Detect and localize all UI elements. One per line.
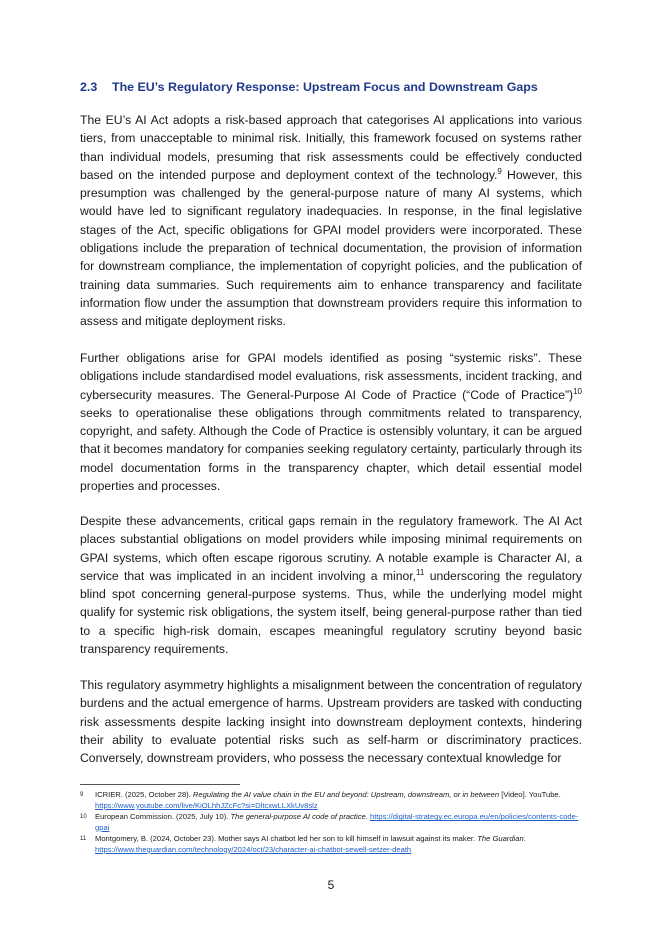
footnote-ref[interactable]: 9 <box>497 166 502 176</box>
footnote-number: 10 <box>80 814 87 821</box>
footnote-number: 9 <box>80 792 84 798</box>
paragraph-text: Further obligations arise for GPAI models identified as posing “systemic risks”. These obligations include standardised model evaluations, risk assessments, incident tracking, and cybersecurity measures. The General-Purpose AI Code of Practice (“Code of Practice”) <box>80 351 582 402</box>
footnote-text: . <box>523 834 526 844</box>
footnote-ref[interactable]: 11 <box>416 567 425 577</box>
footnote-title: Regulating the AI value chain in the EU and beyond: Upstream, downstream, or in between <box>192 790 500 799</box>
paragraph-text: seeks to operationalise these obligations through commitments related to transparency, copyright, and safety. Although the Code of Practice is ostensibly voluntary, it can be argued that it becomes mandatory for companies seeking regulatory certainty, particularly through its model documentation forms in the transparency chapter, which detail essential model properties and processes. <box>80 405 582 494</box>
section-heading <box>80 80 600 94</box>
footnote-text: European Commission. (2025, July 10). <box>95 812 231 822</box>
paragraph-text: underscoring the regulatory blind spot concerning general-purpose systems. Thus, while the underlying model might qualify for systemic risk obligations, the system itself, being general-purpose rather than tied to a specific high-risk domain, escapes meaningful regulatory scrutiny beyond basic transparency requirements. <box>80 568 582 657</box>
body-paragraph <box>80 676 582 767</box>
section-title: The EU’s Regulatory Response: Upstream Focus and Downstream Gaps <box>112 80 538 94</box>
body-paragraph <box>80 349 582 495</box>
section-number: 2.3 <box>80 80 98 94</box>
footnote-text: [Video]. YouTube. <box>499 790 561 799</box>
paragraph-text: Despite these advancements, critical gaps remain in the regulatory framework. The AI Act places substantial obligations on model providers while imposing minimal requirements on GPAI systems, which often escape rigorous scrutiny. A notable example is Character AI, a service that was implicated in an incident involving a minor, <box>80 514 582 583</box>
footnote-link[interactable]: https://digital-strategy.ec.europa.eu/en/policies/contents-code-gpai <box>95 812 579 832</box>
footnote-title: The general-purpose AI code of practice <box>230 812 366 822</box>
footnote-number: 11 <box>80 836 87 843</box>
page-number: 5 <box>327 878 335 892</box>
body-paragraph <box>80 111 582 331</box>
footnote-text: . <box>365 812 370 822</box>
paragraph-text: This regulatory asymmetry highlights a misalignment between the concentration of regulatory burdens and the actual emergence of harms. Upstream providers are tasked with conducting risk assessments despite lacking insight into downstream deployment contexts, hindering their ability to evaluate potential risks such as self-harm or discriminatory practices. Conversely, downstream providers, who possess the necessary contextual knowledge for <box>80 678 582 766</box>
footnote-item <box>80 834 582 855</box>
footnote-divider <box>80 784 240 785</box>
footnote-title: The Guardian <box>477 834 524 844</box>
footnote-text: Montgomery, B. (2024, October 23). Mother says AI chatbot led her son to kill himself in lawsuit against its maker. <box>95 834 478 844</box>
body-paragraph <box>80 512 582 658</box>
footnote-item <box>80 790 582 811</box>
paragraph-text: The EU’s AI Act adopts a risk-based approach that categorises AI applications into various tiers, from unacceptable to minimal risk. Initially, this framework focused on systems rather than individual models, presuming that risk assessments could be effectively conducted based on the intended purpose and deployment context of the technology. <box>80 113 582 182</box>
footnote-link[interactable]: https://www.theguardian.com/technology/2024/oct/23/character-ai-chatbot-sewell-setzer-death <box>95 844 412 854</box>
footnote-item <box>80 812 582 833</box>
footnote-text: ICRIER. (2025, October 28). <box>95 790 193 799</box>
footnote-link[interactable]: https://www.youtube.com/live/KiOLhhJZcFc?si=DltcxwLLXkUv8slz <box>95 800 318 810</box>
footnote-ref[interactable]: 10 <box>573 386 582 396</box>
paragraph-text: However, this presumption was challenged by the general-purpose nature of many AI systems, which would have led to significant regulatory inadequacies. In response, in the final legislative stages of the Act, specific obligations for GPAI model providers were incorporated. These obligations include the preparation of technical documentation, the provision of information for downstream compliance, the implementation of copyright policies, and the publication of training data summaries. Such requirements aim to enhance transparency and facilitate information flow under the assumption that downstream providers require this information to assess and mitigate deployment risks. <box>80 167 582 329</box>
footnotes <box>80 790 582 857</box>
